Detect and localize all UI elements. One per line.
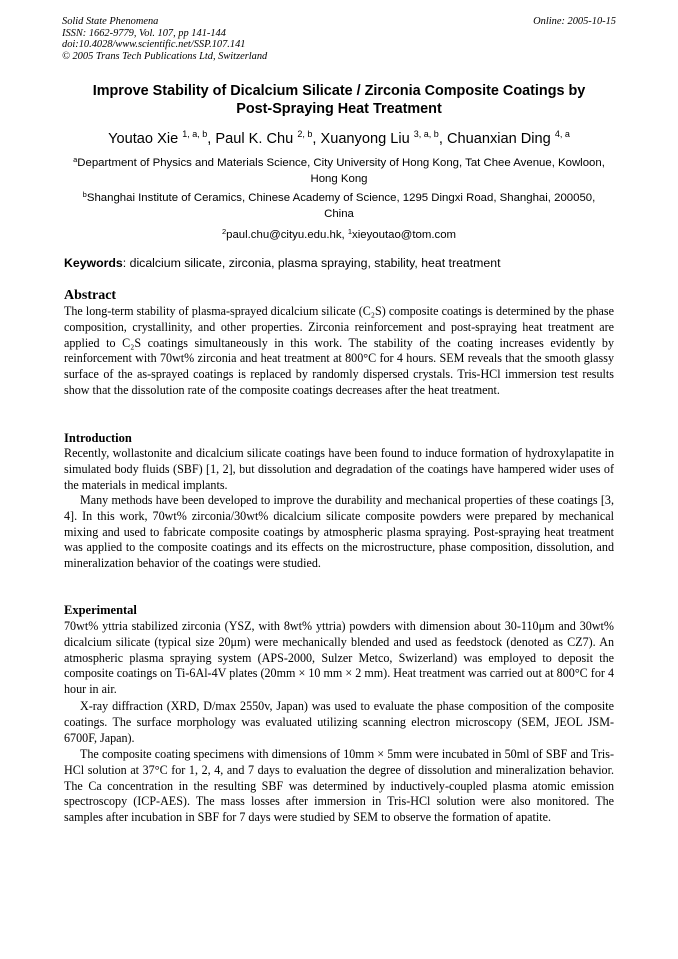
copyright-line: © 2005 Trans Tech Publications Ltd, Switzerland (62, 50, 268, 62)
author-name: Xuanyong Liu (320, 131, 410, 147)
title-line-2: Post-Spraying Heat Treatment (236, 101, 442, 117)
issn-line: ISSN: 1662-9779, Vol. 107, pp 141-144 (62, 27, 226, 39)
abstract-heading: Abstract (64, 288, 117, 303)
email-address[interactable]: xieyoutao@tom.com (352, 229, 457, 241)
affiliation-line: Hong Kong (310, 173, 368, 185)
author-name: Youtao Xie (108, 131, 179, 147)
keywords (64, 255, 616, 271)
keywords-label: Keywords (64, 256, 123, 270)
affiliation-mark: a (73, 155, 78, 164)
introduction-paragraph: Recently, wollastonite and dicalcium silicate coatings have been found to induce formation of hydroxylapatite in simulated body fluids (SBF) [1, 2], but dissolution and degradation of the coatings have hampered wider uses of the materials in medical implants. (64, 446, 614, 492)
doi-line: doi:10.4028/www.scientific.net/SSP.107.141 (62, 39, 246, 51)
title-line-1: Improve Stability of Dicalcium Silicate / Zirconia Composite Coatings by (92, 83, 586, 99)
affiliation-b (62, 190, 616, 222)
introduction-heading: Introduction (64, 431, 132, 445)
affiliation-line: Shanghai Institute of Ceramics, Chinese Academy of Science, 1295 Dingxi Road, Shanghai, 200050, (86, 192, 596, 204)
online-date: Online: 2005-10-15 (533, 16, 616, 27)
introduction-paragraph: Many methods have been developed to improve the durability and mechanical properties of these coatings [3, 4]. In this work, 70wt% zirconia/30wt% dicalcium silicate composite powders were prepared by mechanical mixing and used to fabricate composite coatings by atmospheric plasma spraying. Post-spraying heat treatment was applied to the composite coatings and its effects on the microstructure, phase composition, dissolution, and mineralization behavior of the coatings were studied. (64, 493, 614, 571)
author-affiliation-mark: 4, a (554, 129, 570, 139)
affiliation-line: China (324, 208, 354, 220)
experimental-paragraph: X-ray diffraction (XRD, D/max 2550v, Japan) was used to evaluate the phase composition of the composite coatings. The surface morphology was evaluated utilizing scanning electron microscopy (SEM, JEOL JSM-6700F, Japan). (64, 699, 614, 745)
author-list: Youtao Xie $^{1, a, b}$, Paul K. Chu $^{2, b}$, Xuanyong Liu $^{3, a, b}$, Chuanxian Ding $^{4, a}$ (108, 129, 570, 147)
experimental-paragraph: 70wt% yttria stabilized zirconia (YSZ, with 8wt% yttria) powders with dimension about 30-110μm and 30wt% dicalcium silicate (typical size 20μm) were mechanically blended and used as feedstock (denoted as CZ7). An atmospheric plasma spraying system (APS-2000, Sulzer Metco, Swizerland) was employed to deposit the composite coatings on Ti-6Al-4V plates (20mm × 10 mm × 2 mm). Heat treatment was carried out at 800°C for 4 hour in air. (64, 619, 614, 697)
author-affiliation-mark: 2, b (297, 129, 313, 139)
affiliation-mark: b (82, 190, 87, 199)
paper-title (62, 82, 616, 118)
author-affiliation-mark: 3, a, b (413, 129, 439, 139)
abstract-text: The long-term stability of plasma-sprayed dicalcium silicate (C₂S) composite coatings is determined by the phase composition, crystallinity, and other properties. Zirconia reinforcement and post-spraying heat treatment are applied to C₂S coatings simultaneously in this work. The stability of the coating increases evidently by reinforcement with 70wt% zirconia and heat treatment at 800°C for 4 hours. SEM reveals that the smooth glassy surface of the as-sprayed coatings is replaced by randomly dispersed crystals. Tris-HCl immersion test results show that the dissolution rate of the composite coatings decreases after the heat treatment. (64, 304, 614, 397)
journal-name: Solid State Phenomena (62, 16, 159, 27)
email-mark: 1 (347, 227, 353, 236)
affiliation-a (62, 155, 616, 187)
author-name: Chuanxian Ding (446, 131, 551, 147)
email-mark: 2 (221, 227, 227, 236)
experimental-paragraph: The composite coating specimens with dimensions of 10mm × 5mm were incubated in 50ml of SBF and Tris-HCl solution at 37°C for 1, 2, 4, and 7 days to evaluation the degree of dissolution and mineralization behavior. The Ca concentration in the resulting SBF was determined by inductively-coupled plasma atomic emission spectroscopy (ICP-AES). The mass losses after immersion in Tris-HCl solution were also monitored. The samples after incubation in SBF for 7 days were studied by SEM to observe the formation of apatite. (64, 747, 614, 825)
author-emails: $^2$paul.chu@cityu.edu.hk, $^1$xieyoutao@tom.com (221, 227, 457, 241)
keywords-text: : dicalcium silicate, zirconia, plasma spraying, stability, heat treatment (122, 256, 501, 270)
experimental-heading: Experimental (64, 603, 137, 617)
affiliation-line: Department of Physics and Materials Science, City University of Hong Kong, Tat Chee Avenue, Kowloon, (77, 157, 605, 169)
journal-header (62, 16, 616, 62)
email-address[interactable]: paul.chu@cityu.edu.hk (226, 229, 342, 241)
author-affiliation-mark: 1, a, b (182, 129, 208, 139)
author-name: Paul K. Chu (215, 131, 294, 147)
